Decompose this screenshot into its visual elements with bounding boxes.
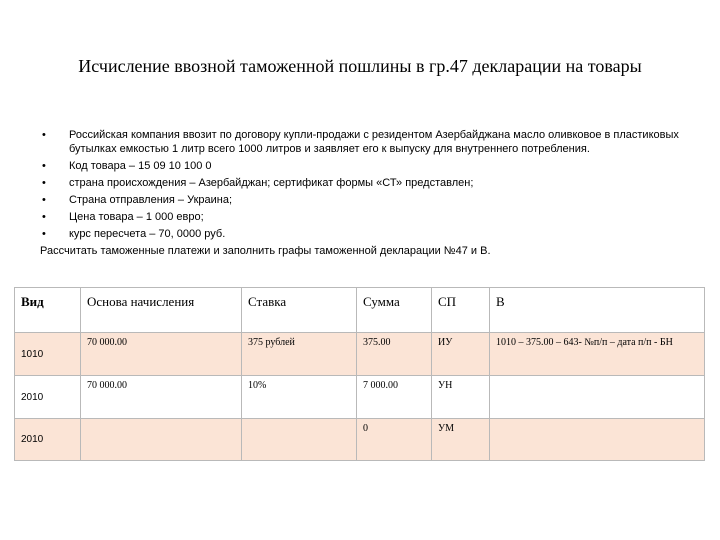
header-cell-sp: СП xyxy=(432,288,490,333)
cell-b xyxy=(490,419,705,461)
cell-sum: 375.00 xyxy=(357,333,432,376)
header-cell-basis: Основа начисления xyxy=(81,288,242,333)
declaration-table xyxy=(14,287,705,461)
condition-item xyxy=(40,193,680,207)
table-row xyxy=(15,333,705,376)
condition-text: Страна отправления – Украина; xyxy=(69,194,233,206)
cell-vid: 2010 xyxy=(15,376,81,419)
condition-text: страна происхождения – Азербайджан; сертификат формы «СТ» представлен; xyxy=(69,177,474,189)
header-cell-vid: Вид xyxy=(15,288,81,333)
cell-vid: 2010 xyxy=(15,419,81,461)
cell-sum: 7 000.00 xyxy=(357,376,432,419)
condition-text: курс пересчета – 70, 0000 руб. xyxy=(69,228,226,240)
bullet-icon: • xyxy=(42,194,46,206)
condition-item xyxy=(40,128,680,156)
header-cell-rate: Ставка xyxy=(242,288,357,333)
task-text: Рассчитать таможенные платежи и заполнить графы таможенной декларации №47 и В. xyxy=(40,245,491,257)
cell-sum: 0 xyxy=(357,419,432,461)
bullet-icon: • xyxy=(42,129,46,141)
table-header-row xyxy=(15,288,705,333)
header-cell-sum: Сумма xyxy=(357,288,432,333)
cell-rate: 10% xyxy=(242,376,357,419)
cell-sp: ИУ xyxy=(432,333,490,376)
bullet-icon: • xyxy=(42,211,46,223)
condition-text: Российская компания ввозит по договору купли-продажи с резидентом Азербайджана масло оливковое в пластиковых бутылках емкостью 1 литр всего 1000 литров и заявляет его к выпуску для внутреннего потребления. xyxy=(69,129,679,155)
cell-rate: 375 рублей xyxy=(242,333,357,376)
cell-b xyxy=(490,376,705,419)
cell-rate xyxy=(242,419,357,461)
cell-vid: 1010 xyxy=(15,333,81,376)
cell-basis: 70 000.00 xyxy=(81,333,242,376)
condition-text: Код товара – 15 09 10 100 0 xyxy=(69,160,212,172)
bullet-icon: • xyxy=(42,228,46,240)
bullet-icon: • xyxy=(42,177,46,189)
bullet-icon: • xyxy=(42,160,46,172)
cell-sp: УМ xyxy=(432,419,490,461)
header-cell-b: В xyxy=(490,288,705,333)
cell-basis: 70 000.00 xyxy=(81,376,242,419)
cell-b: 1010 – 375.00 – 643- №п/п – дата п/п - БН xyxy=(490,333,705,376)
condition-item xyxy=(40,210,680,224)
condition-item xyxy=(40,176,680,190)
condition-item xyxy=(40,159,680,173)
condition-item xyxy=(40,227,680,241)
page-title: Исчисление ввозной таможенной пошлины в гр.47 декларации на товары xyxy=(78,56,642,76)
condition-text: Цена товара – 1 000 евро; xyxy=(69,211,204,223)
table-row xyxy=(15,419,705,461)
cell-sp: УН xyxy=(432,376,490,419)
table-row xyxy=(15,376,705,419)
task-conditions xyxy=(40,128,680,258)
cell-basis xyxy=(81,419,242,461)
